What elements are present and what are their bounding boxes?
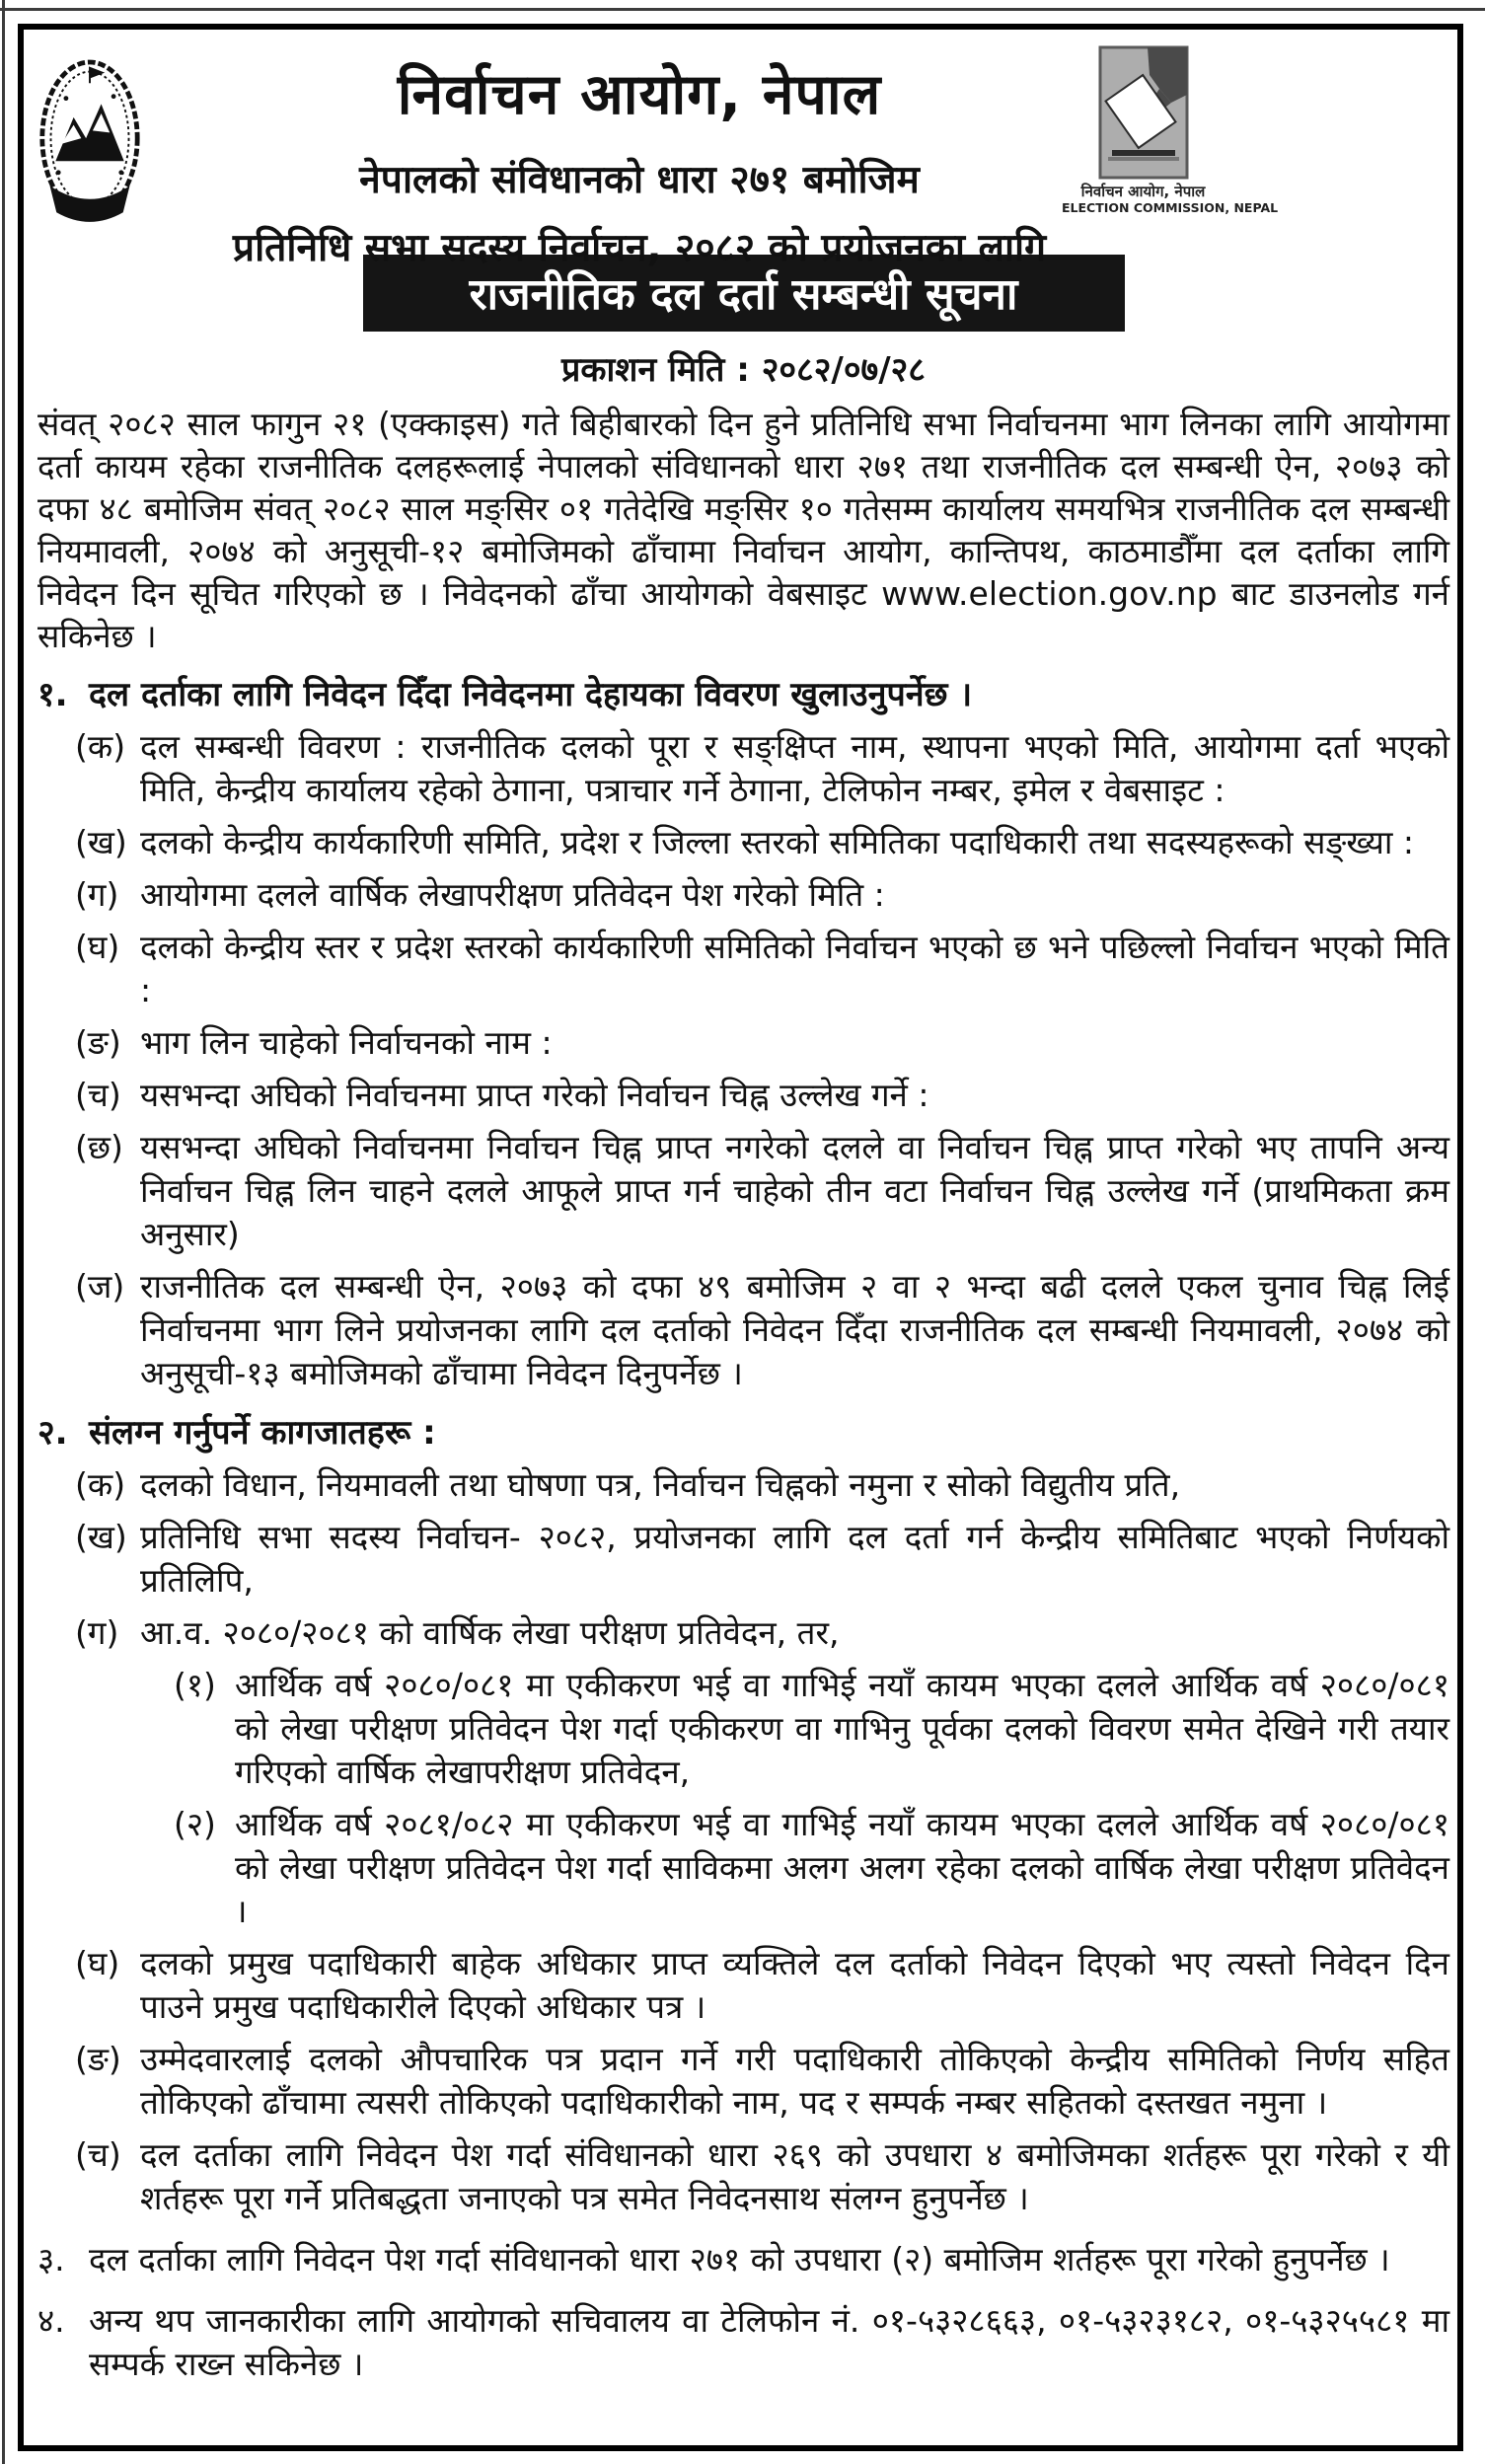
item-label: (ग)	[75, 875, 119, 914]
section-4-text: अन्य थप जानकारीका लागि आयोगको सचिवालय वा टेलिफोन नं. ०१-५३२८६६३, ०१-५३२३१८२, ०१-५३२५५८१ मा सम्पर्क राख्न सकिनेछ ।	[89, 2301, 1449, 2383]
item-text: दलको विधान, नियमावली तथा घोषणा पत्र, निर्वाचन चिह्नको नमुना र सोको विद्युतीय प्रति,	[140, 1465, 1181, 1504]
section-4-paragraph	[37, 2299, 1449, 2386]
item-label: (घ)	[75, 928, 120, 966]
list-item-2-cha	[37, 2133, 1449, 2220]
item-text: दलको प्रमुख पदाधिकारी बाहेक अधिकार प्राप्त व्यक्तिले दल दर्ताको निवेदन दिएको भए त्यस्तो निवेदन दिन पाउने प्रमुख पदाधिकारीले दिएको अधिकार पत्र ।	[140, 1944, 1449, 2026]
notice-banner-title: राजनीतिक दल दर्ता सम्बन्धी सूचना	[363, 255, 1125, 332]
section-3-text: दल दर्ताका लागि निवेदन पेश गर्दा संविधानको धारा २७१ को उपधारा (२) बमोजिम शर्तहरू पूरा गरेको हुनुपर्नेछ ।	[89, 2240, 1390, 2278]
item-label: (ज)	[75, 1267, 125, 1306]
page-title: निर्वाचन आयोग, नेपाल	[397, 62, 882, 127]
item-label: (ङ)	[75, 2040, 121, 2078]
list-item-1-kha	[37, 821, 1449, 864]
list-item-2-nga	[37, 2038, 1449, 2125]
intro-paragraph: संवत् २०८२ साल फागुन २१ (एक्काइस) गते बिहीबारको दिन हुने प्रतिनिधि सभा निर्वाचनमा भाग लिनका लागि आयोगमा दर्ता कायम रहेका राजनीतिक दलहरूलाई नेपालको संविधानको धारा २७१ तथा राजनीतिक दल सम्बन्धी ऐन, २०७३ को दफा ४८ बमोजिम संवत् २०८२ साल मङ्सिर ०१ गतेदेखि मङ्सिर १० गतेसम्म कार्यालय समयभित्र राजनीतिक दल सम्बन्धी नियमावली, २०७४ को अनुसूची-१२ बमोजिमको ढाँचामा निर्वाचन आयोग, कान्तिपथ, काठमाडौँमा दल दर्ताका लागि निवेदन दिन सूचित गरिएको छ । निवेदनको ढाँचा आयोगको वेबसाइट www.election.gov.np बाट डाउनलोड गर्न सकिनेछ ।	[37, 405, 1449, 655]
item-text: दलको केन्द्रीय स्तर र प्रदेश स्तरको कार्यकारिणी समितिको निर्वाचन भएको छ भने पछिल्लो निर्वाचन भएको मिति :	[140, 928, 1449, 1009]
list-item-1-ja	[37, 1265, 1449, 1395]
item-label: (च)	[75, 1076, 121, 1114]
item-text: उम्मेदवारलाई दलको औपचारिक पत्र प्रदान गर्ने गरी पदाधिकारी तोकिएको केन्द्रीय समितिको निर्णय सहित तोकिएको ढाँचामा त्यसरी तोकिएको पदाधिकारीको नाम, पद र सम्पर्क नम्बर सहितको दस्तखत नमुना ।	[140, 2040, 1449, 2122]
header-subtitle-constitution: नेपालको संविधानको धारा २७१ बमोजिम	[359, 158, 920, 202]
ballot-box-icon	[1098, 45, 1189, 180]
section-1-number: १.	[37, 675, 68, 714]
scan-edge-top-line	[0, 8, 1485, 11]
item-label: (ग)	[75, 1613, 119, 1652]
item-text: आ.व. २०८०/२०८१ को वार्षिक लेखा परीक्षण प्रतिवेदन, तर,	[140, 1613, 840, 1652]
header-text-block	[176, 36, 1103, 272]
item-text: भाग लिन चाहेको निर्वाचनको नाम :	[140, 1023, 553, 1062]
item-label: (घ)	[75, 1944, 120, 1982]
section-2-heading	[37, 1411, 1449, 1455]
item-label: (क)	[75, 1465, 126, 1504]
list-item-1-gha	[37, 926, 1449, 1012]
item-text: दलको केन्द्रीय कार्यकारिणी समिति, प्रदेश र जिल्ला स्तरको समितिका पदाधिकारी तथा सदस्यहरूको सङ्ख्या :	[140, 823, 1414, 861]
item-text: दल दर्ताका लागि निवेदन पेश गर्दा संविधानको धारा २६९ को उपधारा ४ बमोजिमका शर्तहरू पूरा गरेको र यी शर्तहरू पूरा गर्ने प्रतिबद्धता जनाएको पत्र समेत निवेदनसाथ संलग्न हुनुपर्नेछ ।	[140, 2135, 1449, 2217]
list-item-2-gha	[37, 1942, 1449, 2029]
scan-edge-left-line	[2, 0, 5, 2464]
notice-border-box	[18, 24, 1463, 2451]
item-text: राजनीतिक दल सम्बन्धी ऐन, २०७३ को दफा ४९ बमोजिम २ वा २ भन्दा बढी दलले एकल चुनाव चिह्न लिई निर्वाचनमा भाग लिने प्रयोजनका लागि दल दर्ताको निवेदन दिँदा राजनीतिक दल सम्बन्धी नियमावली, २०७४ को अनुसूची-१३ बमोजिमको ढाँचामा निवेदन दिनुपर्नेछ ।	[140, 1267, 1449, 1392]
item-text: प्रतिनिधि सभा सदस्य निर्वाचन- २०८२, प्रयोजनका लागि दल दर्ता गर्न केन्द्रीय समितिबाट भएको निर्णयको प्रतिलिपि,	[140, 1518, 1449, 1600]
item-label: (ख)	[75, 823, 127, 861]
header-subtitle-election: प्रतिनिधि सभा सदस्य निर्वाचन, २०८२ को प्रयोजनका लागि	[232, 226, 1047, 270]
list-item-1-cha	[37, 1074, 1449, 1117]
item-label: (क)	[75, 727, 126, 766]
election-commission-logo	[1062, 45, 1279, 215]
list-item-2-ga	[37, 1611, 1449, 1655]
item-label: (ख)	[75, 1518, 127, 1556]
list-item-2-kha	[37, 1516, 1449, 1603]
item-text: आयोगमा दलले वार्षिक लेखापरीक्षण प्रतिवेदन पेश गरेको मिति :	[140, 875, 885, 914]
section-2-heading-text: संलग्न गर्नुपर्ने कागजातहरू :	[89, 1413, 436, 1453]
ec-logo-caption-nepali: निर्वाचन आयोग, नेपाल	[1080, 183, 1206, 200]
subitem-label: (१)	[174, 1666, 216, 1704]
item-text: यसभन्दा अघिको निर्वाचनमा प्राप्त गरेको निर्वाचन चिह्न उल्लेख गर्ने :	[140, 1076, 929, 1114]
subitem-text: आर्थिक वर्ष २०८१/०८२ मा एकीकरण भई वा गाभिई नयाँ कायम भएका दलले आर्थिक वर्ष २०८०/०८१ को लेखा परीक्षण प्रतिवेदन पेश गर्दा साविकमा अलग अलग रहेका दलको वार्षिक लेखा परीक्षण प्रतिवेदन ।	[235, 1805, 1449, 1930]
item-text: दल सम्बन्धी विवरण : राजनीतिक दलको पूरा र सङ्क्षिप्त नाम, स्थापना भएको मिति, आयोगमा दर्ता भएको मिति, केन्द्रीय कार्यालय रहेको ठेगाना, पत्राचार गर्ने ठेगाना, टेलिफोन नम्बर, इमेल र वेबसाइट :	[140, 727, 1449, 809]
section-1-heading-text: दल दर्ताका लागि निवेदन दिँदा निवेदनमा देहायका विवरण खुलाउनुपर्नेछ ।	[89, 675, 973, 714]
section-3-number: ३.	[37, 2240, 65, 2278]
notice-header	[37, 36, 1449, 270]
list-item-1-ga	[37, 873, 1449, 917]
sublist-item-2-ga-1	[37, 1664, 1449, 1794]
subitem-text: आर्थिक वर्ष २०८०/०८१ मा एकीकरण भई वा गाभिई नयाँ कायम भएका दलले आर्थिक वर्ष २०८०/०८१ को लेखा परीक्षण प्रतिवेदन पेश गर्दा एकीकरण वा गाभिनु पूर्वका दलको विवरण समेत देखिने गरी तयार गरिएको वार्षिक लेखापरीक्षण प्रतिवेदन,	[235, 1666, 1449, 1791]
ec-logo-caption-english: ELECTION COMMISSION, NEPAL	[1062, 200, 1279, 215]
sublist-item-2-ga-2	[37, 1803, 1449, 1933]
list-item-1-nga	[37, 1021, 1449, 1065]
subitem-label: (२)	[174, 1805, 216, 1843]
item-label: (छ)	[75, 1128, 123, 1166]
item-label: (च)	[75, 2135, 121, 2174]
nepal-coat-of-arms-icon	[37, 47, 142, 235]
section-4-number: ४.	[37, 2301, 65, 2340]
list-item-1-ka	[37, 725, 1449, 812]
section-3-paragraph	[37, 2238, 1449, 2281]
section-2-number: २.	[37, 1413, 68, 1453]
publish-date: प्रकाशन मिति : २०८२/०७/२८	[561, 350, 926, 390]
list-item-1-chha	[37, 1126, 1449, 1256]
item-text: यसभन्दा अघिको निर्वाचनमा निर्वाचन चिह्न प्राप्त नगरेको दलले वा निर्वाचन चिह्न प्राप्त गरेको भए तापनि अन्य निर्वाचन चिह्न लिन चाहने दलले आफूले प्राप्त गर्न चाहेको तीन वटा निर्वाचन चिह्न उल्लेख गर्ने (प्राथमिकता क्रम अनुसार)	[140, 1128, 1449, 1253]
section-1-heading	[37, 673, 1449, 716]
list-item-2-ka	[37, 1463, 1449, 1507]
item-label: (ङ)	[75, 1023, 121, 1062]
